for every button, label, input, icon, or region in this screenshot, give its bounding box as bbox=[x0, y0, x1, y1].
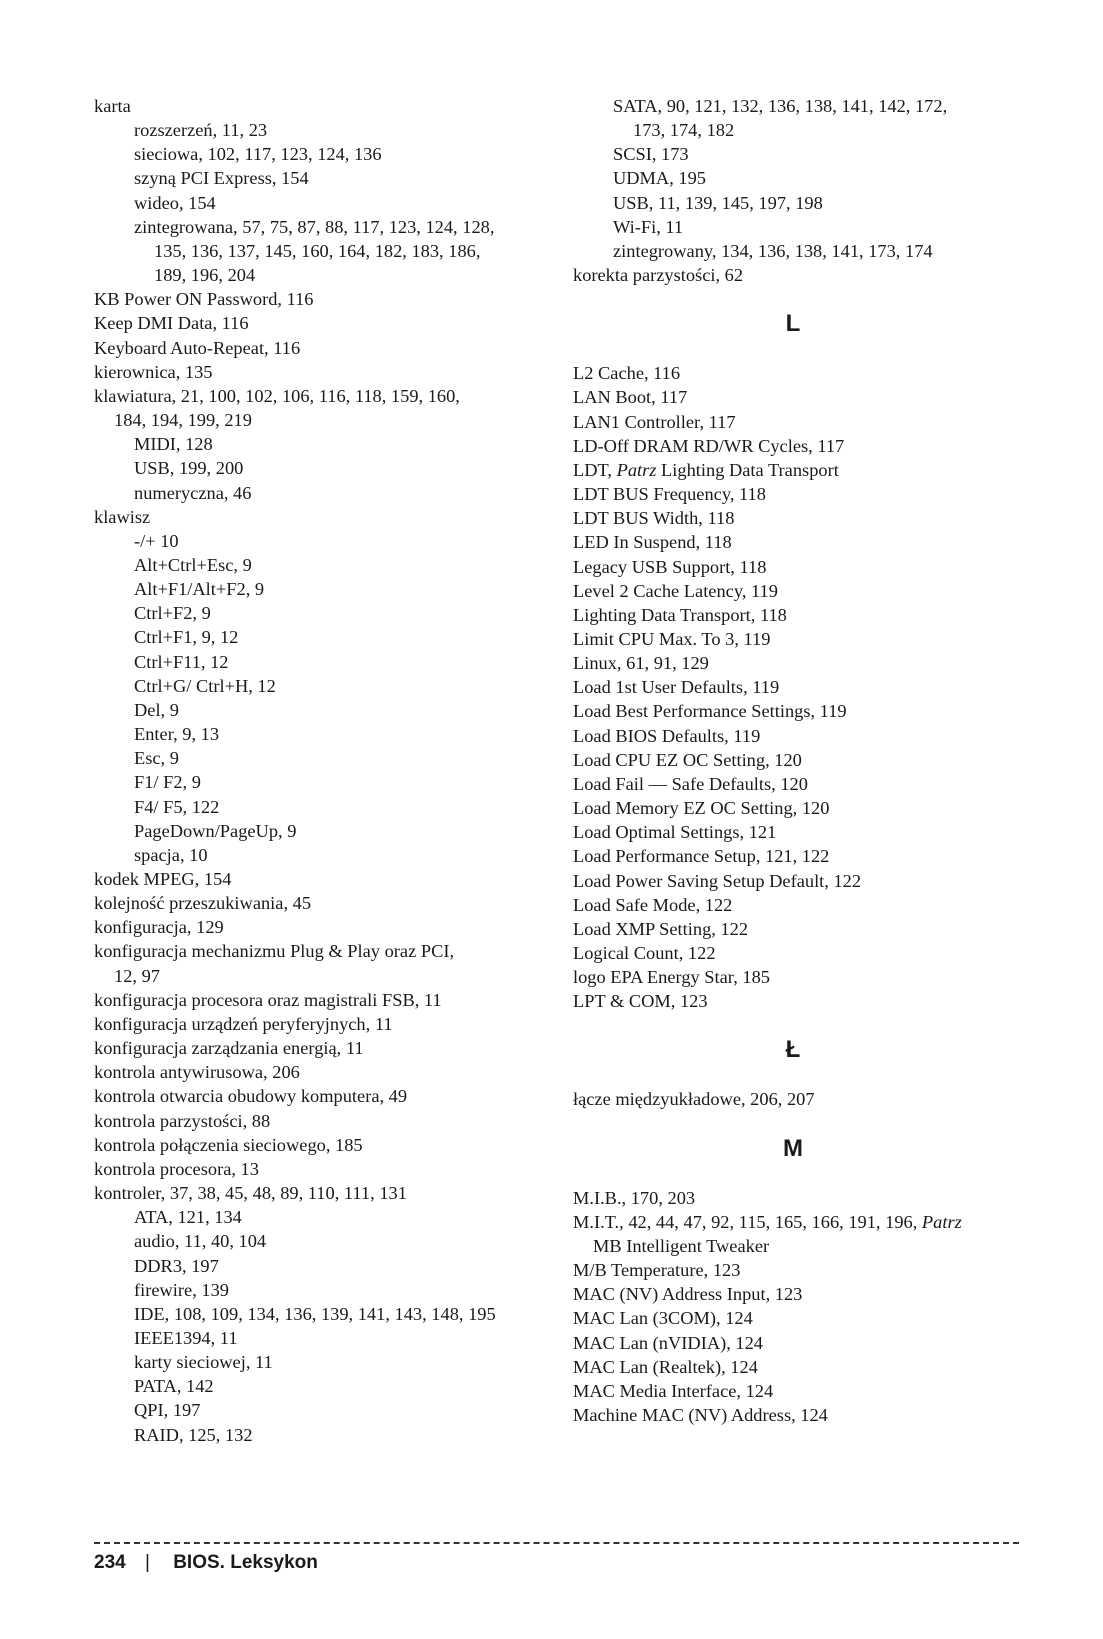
index-entry: IEEE1394, 11 bbox=[134, 1327, 238, 1348]
index-entry: LDT BUS Width, 118 bbox=[573, 508, 735, 529]
index-entry: kontroler, 37, 38, 45, 48, 89, 110, 111, 131 bbox=[94, 1183, 407, 1204]
index-entry: Load BIOS Defaults, 119 bbox=[573, 725, 761, 746]
index-entry: łącze międzyukładowe, 206, 207 bbox=[573, 1089, 815, 1110]
index-entry: LD-Off DRAM RD/WR Cycles, 117 bbox=[573, 435, 845, 456]
index-entry: zintegrowany, 134, 136, 138, 141, 173, 174 bbox=[613, 240, 933, 261]
index-entry: Load Power Saving Setup Default, 122 bbox=[573, 870, 862, 891]
index-entry: Alt+Ctrl+Esc, 9 bbox=[134, 554, 252, 575]
index-entry: korekta parzystości, 62 bbox=[573, 265, 744, 286]
section-l-entries bbox=[573, 361, 1013, 1013]
index-entry: Lighting Data Transport, 118 bbox=[573, 604, 787, 625]
index-entry: Load Performance Setup, 121, 122 bbox=[573, 846, 830, 867]
index-entry: Load Best Performance Settings, 119 bbox=[573, 701, 847, 722]
index-entry: LDT, Patrz Lighting Data Transport bbox=[573, 459, 839, 480]
index-entry: Load Fail — Safe Defaults, 120 bbox=[573, 773, 808, 794]
index-entry: Machine MAC (NV) Address, 124 bbox=[573, 1405, 828, 1426]
index-entry: klawiatura, 21, 100, 102, 106, 116, 118, 159, 160, bbox=[94, 385, 460, 406]
index-entry: LED In Suspend, 118 bbox=[573, 532, 732, 553]
index-entry: PageDown/PageUp, 9 bbox=[134, 820, 297, 841]
index-entry: 184, 194, 199, 219 bbox=[114, 410, 252, 431]
index-entry: wideo, 154 bbox=[134, 192, 216, 213]
section-l-stroke-entries bbox=[573, 1087, 1013, 1111]
index-entry: -/+ 10 bbox=[134, 530, 179, 551]
index-entry: karty sieciowej, 11 bbox=[134, 1352, 273, 1373]
footer-rule bbox=[94, 1542, 1019, 1544]
index-entry: LDT BUS Frequency, 118 bbox=[573, 484, 766, 505]
index-entry: Keyboard Auto-Repeat, 116 bbox=[94, 337, 301, 358]
index-entry: numeryczna, 46 bbox=[134, 482, 252, 503]
index-entry: kontrola antywirusowa, 206 bbox=[94, 1062, 300, 1083]
index-entry: Load Optimal Settings, 121 bbox=[573, 822, 777, 843]
index-entry: M/B Temperature, 123 bbox=[573, 1260, 741, 1281]
index-entry: audio, 11, 40, 104 bbox=[134, 1231, 267, 1252]
index-entry: Logical Count, 122 bbox=[573, 943, 716, 963]
index-entry: sieciowa, 102, 117, 123, 124, 136 bbox=[134, 144, 382, 165]
index-entry: UDMA, 195 bbox=[613, 168, 706, 189]
index-entry: MAC (NV) Address Input, 123 bbox=[573, 1284, 803, 1305]
index-entry: DDR3, 197 bbox=[134, 1255, 219, 1276]
index-entry: USB, 199, 200 bbox=[134, 458, 244, 479]
index-entry: QPI, 197 bbox=[134, 1400, 201, 1421]
index-entry: MB Intelligent Tweaker bbox=[593, 1235, 770, 1256]
index-entry: IDE, 108, 109, 134, 136, 139, 141, 143, 148, 195 bbox=[134, 1303, 496, 1324]
index-entry: RAID, 125, 132 bbox=[134, 1424, 253, 1445]
section-heading-l: L bbox=[785, 310, 801, 338]
index-entry: L2 Cache, 116 bbox=[573, 363, 681, 384]
index-entry: Load Memory EZ OC Setting, 120 bbox=[573, 798, 830, 819]
index-entry: F4/ F5, 122 bbox=[134, 796, 220, 817]
index-entry: Load Safe Mode, 122 bbox=[573, 894, 733, 915]
book-title: BIOS. Leksykon bbox=[173, 1552, 318, 1573]
index-entry: kontrola otwarcia obudowy komputera, 49 bbox=[94, 1086, 408, 1107]
index-entry: Ctrl+G/ Ctrl+H, 12 bbox=[134, 675, 276, 696]
index-entry: Load XMP Setting, 122 bbox=[573, 918, 749, 939]
index-entry: konfiguracja urządzeń peryferyjnych, 11 bbox=[94, 1013, 393, 1034]
index-entry: M.I.T., 42, 44, 47, 92, 115, 165, 166, 191, 196, Patrz bbox=[573, 1211, 962, 1232]
index-entry: MAC Lan (Realtek), 124 bbox=[573, 1356, 758, 1377]
index-entry: PATA, 142 bbox=[134, 1376, 214, 1397]
index-entry: M.I.B., 170, 203 bbox=[573, 1187, 696, 1208]
section-heading-m: M bbox=[783, 1134, 803, 1162]
index-column-left bbox=[94, 94, 534, 1447]
index-entry: zintegrowana, 57, 75, 87, 88, 117, 123, 124, 128, bbox=[134, 216, 495, 237]
index-entry: kolejność przeszukiwania, 45 bbox=[94, 893, 312, 914]
index-entry: logo EPA Energy Star, 185 bbox=[573, 967, 770, 988]
index-entry: 173, 174, 182 bbox=[633, 120, 735, 141]
index-entry: Linux, 61, 91, 129 bbox=[573, 653, 709, 674]
index-entry: Ctrl+F2, 9 bbox=[134, 603, 211, 624]
index-entry: Level 2 Cache Latency, 119 bbox=[573, 580, 778, 601]
index-entry: konfiguracja mechanizmu Plug & Play oraz PCI, bbox=[94, 941, 455, 962]
index-entry: Esc, 9 bbox=[134, 748, 179, 769]
index-entry: 189, 196, 204 bbox=[154, 265, 256, 286]
index-entry: 135, 136, 137, 145, 160, 164, 182, 183, 186, bbox=[154, 240, 481, 261]
index-entry: SCSI, 173 bbox=[613, 144, 689, 165]
index-entry: KB Power ON Password, 116 bbox=[94, 289, 314, 310]
section-heading-l-stroke: Ł bbox=[785, 1036, 801, 1064]
section-m-entries bbox=[573, 1186, 1013, 1428]
index-entry: 12, 97 bbox=[114, 965, 160, 986]
index-entry: Legacy USB Support, 118 bbox=[573, 556, 767, 577]
index-entry: Limit CPU Max. To 3, 119 bbox=[573, 628, 771, 649]
index-entry: SATA, 90, 121, 132, 136, 138, 141, 142, 172, bbox=[613, 96, 948, 116]
index-continuation bbox=[573, 94, 1013, 287]
index-entry: szyną PCI Express, 154 bbox=[134, 168, 309, 189]
index-entry: LAN Boot, 117 bbox=[573, 387, 688, 408]
index-column-right bbox=[573, 94, 1013, 1427]
page-footer bbox=[94, 1552, 318, 1574]
index-entry: MAC Lan (nVIDIA), 124 bbox=[573, 1332, 764, 1353]
index-entry: Del, 9 bbox=[134, 699, 179, 720]
index-entry: karta bbox=[94, 96, 131, 116]
index-entry: kierownica, 135 bbox=[94, 361, 213, 382]
index-entry: LAN1 Controller, 117 bbox=[573, 411, 736, 432]
index-entry: MIDI, 128 bbox=[134, 434, 213, 455]
index-entry: Load 1st User Defaults, 119 bbox=[573, 677, 780, 698]
index-entry: kodek MPEG, 154 bbox=[94, 869, 232, 889]
index-entry: MAC Media Interface, 124 bbox=[573, 1380, 774, 1401]
footer-separator: | bbox=[144, 1552, 150, 1573]
index-entry: USB, 11, 139, 145, 197, 198 bbox=[613, 192, 823, 213]
index-entry: Load CPU EZ OC Setting, 120 bbox=[573, 749, 802, 770]
index-entry: Keep DMI Data, 116 bbox=[94, 313, 249, 334]
index-entry: MAC Lan (3COM), 124 bbox=[573, 1308, 753, 1329]
index-entry: kontrola połączenia sieciowego, 185 bbox=[94, 1134, 363, 1155]
page-number: 234 bbox=[94, 1552, 126, 1573]
index-entry: Enter, 9, 13 bbox=[134, 724, 220, 745]
index-entry: kontrola parzystości, 88 bbox=[94, 1110, 271, 1131]
index-entry: konfiguracja procesora oraz magistrali FSB, 11 bbox=[94, 989, 442, 1010]
index-entry: LPT & COM, 123 bbox=[573, 991, 708, 1012]
index-entry: Alt+F1/Alt+F2, 9 bbox=[134, 579, 265, 600]
index-entry: F1/ F2, 9 bbox=[134, 772, 201, 793]
index-entry: konfiguracja zarządzania energią, 11 bbox=[94, 1038, 364, 1059]
index-entry: ATA, 121, 134 bbox=[134, 1207, 242, 1228]
index-entry: kontrola procesora, 13 bbox=[94, 1158, 259, 1179]
index-entry: rozszerzeń, 11, 23 bbox=[134, 120, 268, 141]
index-entry: firewire, 139 bbox=[134, 1279, 229, 1300]
index-entry: Ctrl+F11, 12 bbox=[134, 651, 229, 672]
index-entry: klawisz bbox=[94, 506, 151, 527]
index-entry: Wi-Fi, 11 bbox=[613, 216, 684, 237]
index-entry: spacja, 10 bbox=[134, 844, 208, 865]
index-entry: Ctrl+F1, 9, 12 bbox=[134, 627, 239, 648]
index-entry: konfiguracja, 129 bbox=[94, 917, 224, 938]
